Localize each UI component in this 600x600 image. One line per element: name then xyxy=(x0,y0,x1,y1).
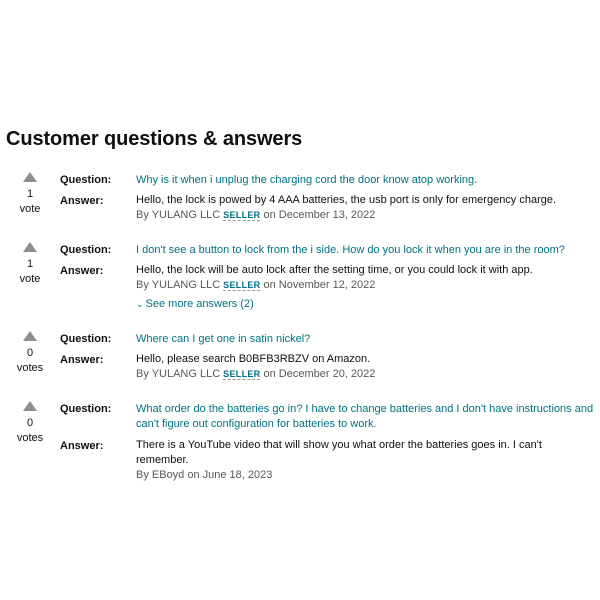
vote-count: 1 xyxy=(26,188,34,200)
question-link[interactable]: Where can I get one in satin nickel? xyxy=(136,333,311,345)
answer-date: on November 12, 2022 xyxy=(263,279,376,291)
answer-date: on December 13, 2022 xyxy=(263,209,376,221)
answer-author: By YULANG LLC xyxy=(136,279,221,291)
question-label: Question: xyxy=(60,403,112,415)
answer-label: Answer: xyxy=(60,440,104,452)
vote-label: votes xyxy=(16,362,44,374)
vote-label: vote xyxy=(19,203,41,215)
vote-count: 1 xyxy=(26,258,34,270)
answer-content xyxy=(136,438,596,483)
seller-badge[interactable]: SELLER xyxy=(223,210,261,220)
answer-content xyxy=(136,193,596,223)
vote-label: votes xyxy=(16,432,44,444)
question-label: Question: xyxy=(60,333,112,345)
question-label: Question: xyxy=(60,174,112,186)
question-text xyxy=(136,173,596,188)
answer-content xyxy=(136,263,596,312)
section-title: Customer questions & answers xyxy=(6,128,303,150)
answer-author: By YULANG LLC xyxy=(136,368,221,380)
answer-byline xyxy=(136,278,596,293)
answer-label: Answer: xyxy=(60,265,104,277)
answer-text: Hello, please search B0BFB3RBZV on Amazon. xyxy=(136,353,371,365)
answer-date: on December 20, 2022 xyxy=(263,368,376,380)
question-link[interactable]: Why is it when i unplug the charging cord the door know atop working. xyxy=(136,174,478,186)
answer-byline: By EBoyd on June 18, 2023 xyxy=(136,469,273,481)
seller-badge[interactable]: SELLER xyxy=(223,369,261,379)
vote-count: 0 xyxy=(26,417,34,429)
answer-text: Hello, the lock will be auto lock after the setting time, or you could lock it with app. xyxy=(136,264,533,276)
question-text xyxy=(136,402,596,432)
question-text xyxy=(136,332,596,347)
answer-text: There is a YouTube video that will show you what order the batteries goes in. I can't remember. xyxy=(136,439,542,466)
question-label: Question: xyxy=(60,244,112,256)
question-text xyxy=(136,243,596,258)
question-link[interactable]: What order do the batteries go in? I have to change batteries and I don't have instructions and can't figure out configuration for batteries to work. xyxy=(136,403,594,430)
upvote-arrow-icon[interactable] xyxy=(23,401,37,411)
see-more-answers-link[interactable] xyxy=(136,297,596,312)
vote-count: 0 xyxy=(26,347,34,359)
see-more-label: See more answers (2) xyxy=(145,298,254,310)
vote-widget xyxy=(12,172,48,216)
question-link[interactable]: I don't see a button to lock from the i side. How do you lock it when you are in the room? xyxy=(136,244,565,256)
upvote-arrow-icon[interactable] xyxy=(23,242,37,252)
answer-byline xyxy=(136,208,596,223)
vote-widget xyxy=(12,331,48,375)
vote-widget xyxy=(12,242,48,286)
seller-badge[interactable]: SELLER xyxy=(223,280,261,290)
answer-author: By YULANG LLC xyxy=(136,209,221,221)
answer-label: Answer: xyxy=(60,195,104,207)
answer-text: Hello, the lock is powed by 4 AAA batteries, the usb port is only for emergency charge. xyxy=(136,194,557,206)
chevron-down-icon: ⌄ xyxy=(136,299,144,309)
upvote-arrow-icon[interactable] xyxy=(23,331,37,341)
vote-widget xyxy=(12,401,48,445)
upvote-arrow-icon[interactable] xyxy=(23,172,37,182)
answer-byline xyxy=(136,367,596,382)
answer-content xyxy=(136,352,596,382)
answer-label: Answer: xyxy=(60,354,104,366)
vote-label: vote xyxy=(19,273,41,285)
